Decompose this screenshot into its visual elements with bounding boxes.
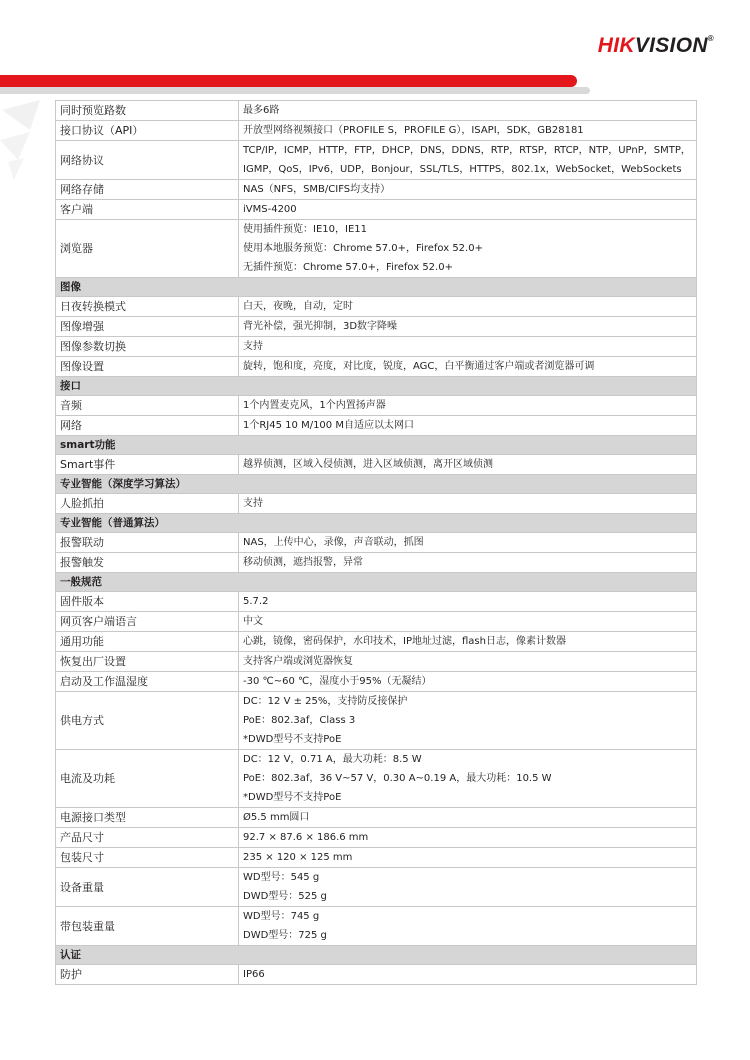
spec-value: WD型号：545 g <box>243 872 320 883</box>
spec-row <box>56 396 697 416</box>
spec-label: 恢复出厂设置 <box>56 652 239 672</box>
spec-label: 电流及功耗 <box>56 750 239 808</box>
spec-value-cell <box>239 750 697 808</box>
spec-value-cell <box>239 553 697 573</box>
spec-value: 支持 <box>243 341 263 352</box>
section-header-row <box>56 475 697 494</box>
spec-value-cell <box>239 101 697 121</box>
spec-value: TCP/IP，ICMP，HTTP，FTP，DHCP，DNS，DDNS，RTP，RTSP，RTCP，NTP，UPnP，SMTP， <box>243 145 691 156</box>
hikvision-logo <box>598 34 714 58</box>
spec-value: 使用本地服务预览：Chrome 57.0+，Firefox 52.0+ <box>243 243 483 254</box>
header-red-band <box>0 75 577 87</box>
section-header-row <box>56 278 697 297</box>
spec-value: 5.7.2 <box>243 596 269 607</box>
spec-value-cell <box>239 612 697 632</box>
spec-value: 心跳，镜像，密码保护，水印技术，IP地址过滤，flash日志，像素计数器 <box>243 636 566 647</box>
spec-label: 同时预览路数 <box>56 101 239 121</box>
spec-row <box>56 494 697 514</box>
spec-value: 中文 <box>243 616 263 627</box>
spec-value-cell <box>239 416 697 436</box>
logo-part-red: HIK <box>597 34 635 57</box>
spec-label: 启动及工作温湿度 <box>56 672 239 692</box>
spec-value-cell <box>239 297 697 317</box>
spec-value-cell <box>239 533 697 553</box>
spec-value: NAS（NFS，SMB/CIFS均支持） <box>243 184 391 195</box>
spec-value-cell <box>239 808 697 828</box>
spec-value-cell <box>239 455 697 475</box>
spec-value: 92.7 × 87.6 × 186.6 mm <box>243 832 369 843</box>
spec-row <box>56 121 697 141</box>
spec-label: 电源接口类型 <box>56 808 239 828</box>
spec-value-cell <box>239 220 697 278</box>
spec-value: PoE：802.3af，36 V~57 V，0.30 A~0.19 A，最大功耗：10.5 W <box>243 773 552 784</box>
spec-value-cell <box>239 121 697 141</box>
header-gray-band <box>0 87 590 94</box>
spec-value-cell <box>239 632 697 652</box>
spec-label: 人脸抓拍 <box>56 494 239 514</box>
spec-row <box>56 416 697 436</box>
section-title: 认证 <box>56 946 697 965</box>
spec-row <box>56 672 697 692</box>
spec-value: *DWD型号不支持PoE <box>243 792 342 803</box>
spec-value-cell <box>239 692 697 750</box>
section-header-row <box>56 573 697 592</box>
spec-value: 1个RJ45 10 M/100 M自适应以太网口 <box>243 420 414 431</box>
spec-row <box>56 455 697 475</box>
spec-row <box>56 828 697 848</box>
spec-label: 网页客户端语言 <box>56 612 239 632</box>
spec-value-cell <box>239 592 697 612</box>
spec-label: 包装尺寸 <box>56 848 239 868</box>
spec-label: Smart事件 <box>56 455 239 475</box>
spec-row <box>56 533 697 553</box>
spec-value: DC：12 V，0.71 A，最大功耗：8.5 W <box>243 754 422 765</box>
spec-value: 最多6路 <box>243 105 280 116</box>
spec-value: 白天，夜晚，自动，定时 <box>243 301 353 312</box>
spec-value: -30 ℃~60 ℃，湿度小于95%（无凝结） <box>243 676 432 687</box>
spec-row <box>56 808 697 828</box>
spec-value: IP66 <box>243 969 265 980</box>
spec-label: 报警触发 <box>56 553 239 573</box>
spec-row <box>56 141 697 180</box>
spec-value-cell <box>239 494 697 514</box>
spec-row <box>56 553 697 573</box>
spec-row <box>56 612 697 632</box>
spec-label: 日夜转换模式 <box>56 297 239 317</box>
section-title: smart功能 <box>56 436 697 455</box>
spec-value: PoE：802.3af，Class 3 <box>243 715 356 726</box>
spec-value: 无插件预览：Chrome 57.0+，Firefox 52.0+ <box>243 262 453 273</box>
section-title: 专业智能（深度学习算法） <box>56 475 697 494</box>
spec-value: 1个内置麦克风，1个内置扬声器 <box>243 400 386 411</box>
spec-value: 越界侦测，区域入侵侦测，进入区域侦测，离开区域侦测 <box>243 459 493 470</box>
spec-value-cell <box>239 965 697 985</box>
spec-value-cell <box>239 180 697 200</box>
section-title: 接口 <box>56 377 697 396</box>
spec-row <box>56 750 697 808</box>
spec-value: 支持 <box>243 498 263 509</box>
spec-label: 图像增强 <box>56 317 239 337</box>
spec-label: 报警联动 <box>56 533 239 553</box>
spec-row <box>56 868 697 907</box>
section-title: 图像 <box>56 278 697 297</box>
spec-value: iVMS-4200 <box>243 204 297 215</box>
spec-label: 设备重量 <box>56 868 239 907</box>
section-header-row <box>56 436 697 455</box>
spec-row <box>56 632 697 652</box>
spec-value: 背光补偿，强光抑制，3D数字降噪 <box>243 321 398 332</box>
spec-value-cell <box>239 200 697 220</box>
spec-value-cell <box>239 357 697 377</box>
spec-label: 防护 <box>56 965 239 985</box>
spec-label: 网络 <box>56 416 239 436</box>
spec-value: 支持客户端或浏览器恢复 <box>243 656 353 667</box>
spec-value-cell <box>239 396 697 416</box>
spec-label: 带包装重量 <box>56 907 239 946</box>
spec-value: 235 × 120 × 125 mm <box>243 852 353 863</box>
spec-row <box>56 317 697 337</box>
section-header-row <box>56 377 697 396</box>
spec-label: 浏览器 <box>56 220 239 278</box>
spec-value-cell <box>239 868 697 907</box>
spec-label: 客户端 <box>56 200 239 220</box>
spec-value-cell <box>239 848 697 868</box>
spec-value: *DWD型号不支持PoE <box>243 734 342 745</box>
spec-value-cell <box>239 141 697 180</box>
spec-label: 网络协议 <box>56 141 239 180</box>
spec-table <box>55 100 697 985</box>
spec-value: NAS，上传中心，录像，声音联动，抓图 <box>243 537 424 548</box>
spec-value-cell <box>239 337 697 357</box>
section-title: 一般规范 <box>56 573 697 592</box>
registered-mark: ® <box>707 34 714 43</box>
spec-row <box>56 907 697 946</box>
spec-row <box>56 337 697 357</box>
spec-value: WD型号：745 g <box>243 911 320 922</box>
spec-label: 产品尺寸 <box>56 828 239 848</box>
spec-label: 固件版本 <box>56 592 239 612</box>
spec-label: 通用功能 <box>56 632 239 652</box>
spec-label: 接口协议（API） <box>56 121 239 141</box>
spec-value: DC：12 V ± 25%，支持防反接保护 <box>243 696 408 707</box>
spec-value: 旋转，饱和度，亮度，对比度，锐度，AGC，白平衡通过客户端或者浏览器可调 <box>243 361 595 372</box>
spec-value: DWD型号：525 g <box>243 891 327 902</box>
spec-value: 移动侦测，遮挡报警，异常 <box>243 557 363 568</box>
spec-row <box>56 357 697 377</box>
spec-label: 图像设置 <box>56 357 239 377</box>
spec-label: 音频 <box>56 396 239 416</box>
spec-row <box>56 652 697 672</box>
spec-value-cell <box>239 672 697 692</box>
spec-value: 开放型网络视频接口（PROFILE S，PROFILE G），ISAPI，SDK，GB28181 <box>243 125 584 136</box>
spec-value: Ø5.5 mm圆口 <box>243 812 310 823</box>
spec-row <box>56 965 697 985</box>
section-header-row <box>56 514 697 533</box>
spec-value-cell <box>239 907 697 946</box>
spec-value-cell <box>239 652 697 672</box>
spec-value-cell <box>239 828 697 848</box>
spec-value: DWD型号：725 g <box>243 930 327 941</box>
spec-row <box>56 220 697 278</box>
spec-row <box>56 692 697 750</box>
logo-part-dark: VISION <box>634 34 708 57</box>
spec-label: 图像参数切换 <box>56 337 239 357</box>
watermark-mark-icon <box>0 100 52 190</box>
spec-value-cell <box>239 317 697 337</box>
spec-row <box>56 101 697 121</box>
spec-value: 使用插件预览：IE10，IE11 <box>243 224 367 235</box>
spec-value: IGMP，QoS，IPv6，UDP，Bonjour，SSL/TLS，HTTPS，802.1x，WebSocket，WebSockets <box>243 164 682 175</box>
spec-row <box>56 592 697 612</box>
spec-row <box>56 200 697 220</box>
spec-row <box>56 848 697 868</box>
spec-row <box>56 297 697 317</box>
spec-label: 网络存储 <box>56 180 239 200</box>
spec-table-body <box>56 101 697 985</box>
spec-label: 供电方式 <box>56 692 239 750</box>
section-title: 专业智能（普通算法） <box>56 514 697 533</box>
spec-row <box>56 180 697 200</box>
section-header-row <box>56 946 697 965</box>
